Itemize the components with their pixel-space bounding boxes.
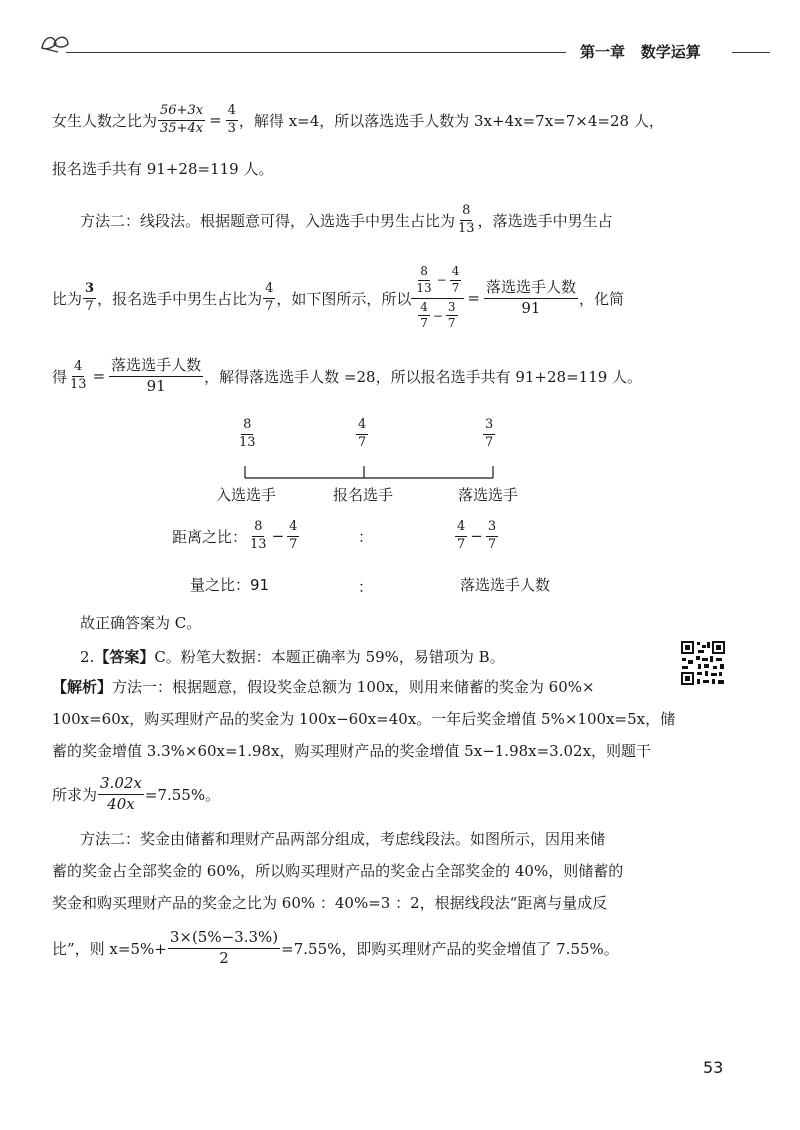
diagram-point-3-fraction: $\frac{3}{7}$ bbox=[485, 417, 494, 450]
page-number: 53 bbox=[703, 1058, 724, 1077]
p2-line2: 比为 $\frac{3}{7}$ ，报名选手中男生占比为 $\frac{4}{7}$ ，如下图所示，所以 $\frac{8}{13}$ − $\frac{4}{7}$ $\frac{4}{7}$ − $\frac{3}{7}$ = $\frac{\text{落选选手人数}}{91}$ ，化简 bbox=[52, 263, 624, 331]
analysis-line2: 100x=60x，购买理财产品的奖金为 100x−60x=40x。一年后奖金增值 5%×100x=5x，储 bbox=[52, 710, 676, 728]
quantity-ratio-label: 量之比：91 bbox=[190, 576, 270, 594]
p1-line1: 女生人数之比为 $\frac{56+3x}{35+4x}$ = $\frac{4}{3}$ ，解得 x=4，所以落选选手人数为 3x+4x=7x=7×4=28 人， bbox=[52, 102, 664, 136]
compound-fraction: $\frac{8}{13}$ − $\frac{4}{7}$ $\frac{4}{7}$ − $\frac{3}{7}$ bbox=[411, 265, 464, 331]
method2-line2: 蓄的奖金占全部奖金的 60%，所以购买理财产品的奖金占全部奖金的 40%，则储蓄的 bbox=[52, 862, 624, 880]
method2-line4: 比”，则 x=5%+ $\frac{3\times(5\%-3.3\%)}{2}$ =7.55%，即购买理财产品的奖金增值了 7.55%。 bbox=[52, 928, 619, 967]
quantity-ratio-colon: ： bbox=[358, 578, 374, 596]
analysis-line3: 蓄的奖金增值 3.3%×60x=1.98x，购买理财产品的奖金增值 5x−1.98x=3.02x，则题干 bbox=[52, 742, 652, 760]
p2-line3: 得 $\frac{4}{13}$ = $\frac{\text{落选选手人数}}{91}$ ，解得落选选手人数 =28，所以报名选手共有 91+28=119 人。 bbox=[52, 356, 643, 395]
q2-answer-line: 2.【答案】C。粉笔大数据：本题正确率为 59%，易错项为 B。 bbox=[80, 648, 505, 666]
qr-code-icon[interactable] bbox=[680, 640, 726, 686]
analysis-line1: 【解析】方法一：根据题意，假设奖金总额为 100x，则用来储蓄的奖金为 60%× bbox=[52, 678, 595, 696]
p1-fraction-2: $\frac{4}{3}$ bbox=[227, 102, 236, 136]
diagram-label-selected: 入选选手 bbox=[216, 486, 277, 504]
header-rule-left bbox=[66, 52, 566, 53]
conclusion-line: 故正确答案为 C。 bbox=[80, 614, 202, 632]
diagram-point-1-fraction: $\frac{8}{13}$ bbox=[239, 417, 256, 450]
header-rule-right bbox=[732, 52, 770, 53]
p1-line2: 报名选手共有 91+28=119 人。 bbox=[52, 160, 274, 178]
distance-ratio-row: 距离之比： $\frac{8}{13}$ − $\frac{4}{7}$ bbox=[172, 518, 298, 552]
method2-line1: 方法二：奖金由储蓄和理财产品两部分组成，考虑线段法。如图所示，因用来储 bbox=[80, 830, 606, 848]
diagram-label-registered: 报名选手 bbox=[333, 486, 394, 504]
p2-line1: 方法二：线段法。根据题意可得，入选选手中男生占比为 $\frac{8}{13}$ ，落选选手中男生占 bbox=[80, 202, 613, 236]
quantity-ratio-right: 落选选手人数 bbox=[460, 576, 551, 594]
analysis-line4: 所求为 $\frac{3.02x}{40x}$ =7.55%。 bbox=[52, 774, 221, 813]
method2-line3: 奖金和购买理财产品的奖金之比为 60% ：40%=3 ：2，根据线段法“距离与量成反 bbox=[52, 894, 608, 912]
p1-fraction-1: $\frac{56+3x}{35+4x}$ bbox=[160, 102, 204, 136]
line-segment-diagram bbox=[240, 462, 500, 482]
diagram-point-2-fraction: $\frac{4}{7}$ bbox=[358, 417, 367, 450]
diagram-label-rejected: 落选选手 bbox=[458, 486, 519, 504]
distance-ratio-colon: ： bbox=[358, 528, 374, 546]
header-chapter: 第一章 数学运算 bbox=[580, 43, 701, 61]
distance-ratio-right: $\frac{4}{7}$ − $\frac{3}{7}$ bbox=[457, 518, 497, 552]
